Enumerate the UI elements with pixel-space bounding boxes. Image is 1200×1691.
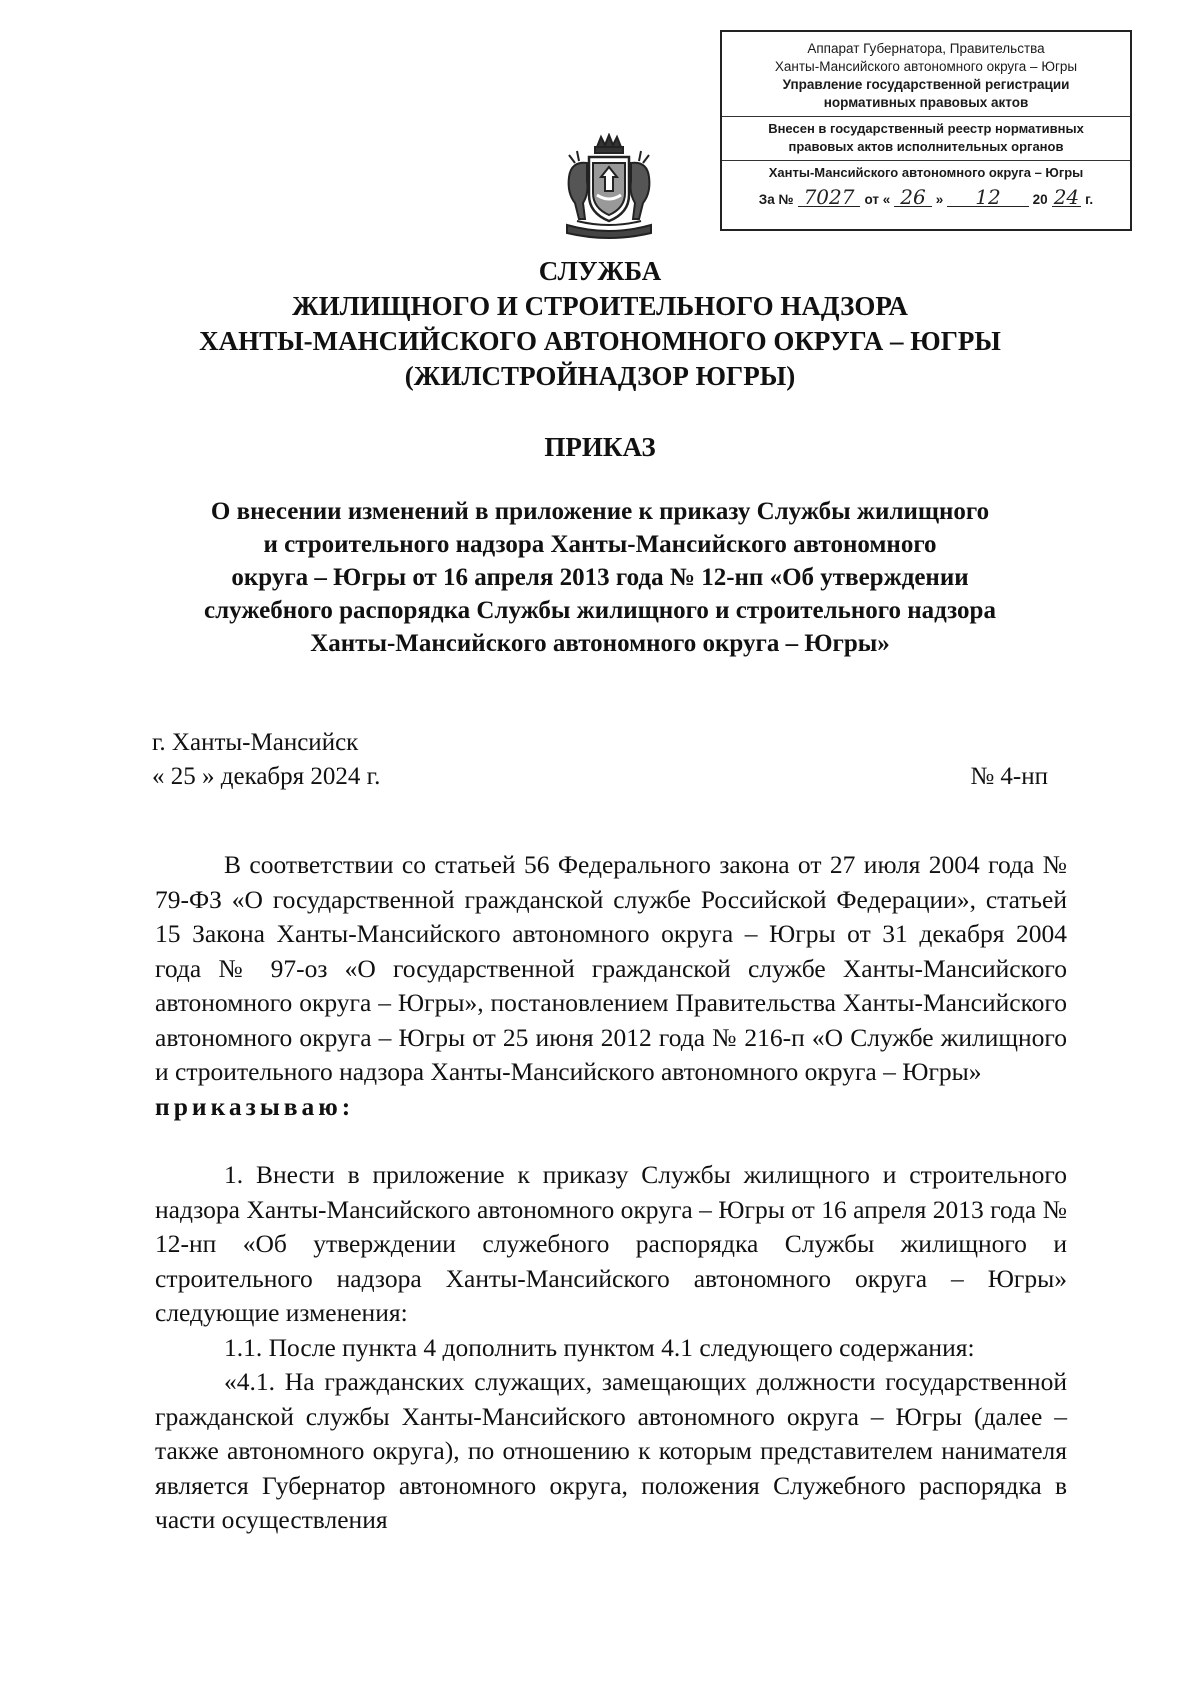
title-line: служебного распорядка Службы жилищного и строительного надзора (204, 597, 996, 624)
item-1-paragraph: 1. Внести в приложение к приказу Службы жилищного и строительного надзора Ханты-Мансийского автономного округа – Югры от 16 апреля 2013 года № 12-нп «Об утверждении служебного распорядка Службы жилищного и строительного надзора Ханты-Мансийского автономного округа – Югры» следующие изменения: (155, 1160, 1067, 1327)
header-line: ЖИЛИЩНОГО И СТРОИТЕЛЬНОГО НАДЗОРА (292, 291, 908, 321)
title-line: и строительного надзора Ханты-Мансийского автономного (263, 531, 937, 558)
agency-header (0, 254, 1200, 394)
city: г. Ханты-Мансийск (152, 729, 359, 756)
reg-suffix: г. (1085, 192, 1094, 207)
stamp-line: Внесен в государственный реестр нормативных (768, 121, 1084, 136)
reg-number: 7027 (798, 188, 861, 207)
item-1-1-paragraph: 1.1. После пункта 4 дополнить пунктом 4.1 следующего содержания: (224, 1332, 975, 1362)
stamp-authority (722, 32, 1130, 112)
document-body (155, 848, 1067, 1538)
document-date: « 25 » декабря 2024 г. (152, 763, 381, 790)
place-and-date (152, 726, 380, 794)
stamp-divider (722, 160, 1130, 161)
title-line: округа – Югры от 16 апреля 2013 года № 12-нп «Об утверждении (231, 564, 969, 591)
item-4-1-paragraph: «4.1. На гражданских служащих, замещающих должности государственной гражданской службы Ханты-Мансийского автономного округа – Югры (далее – также автономного округа), по отношению к которым представителем нанимателя является Губернатор автономного округа, положения Служебного распорядка в части осуществления (155, 1367, 1067, 1534)
reg-year: 24 (1053, 185, 1080, 209)
paragraph-gap (155, 1124, 1067, 1158)
document-number: № 4-нп (970, 763, 1048, 790)
header-line: ХАНТЫ-МАНСИЙСКОГО АВТОНОМНОГО ОКРУГА – ЮГРЫ (199, 326, 1001, 356)
stamp-divider (722, 116, 1130, 117)
header-line: (ЖИЛСТРОЙНАДЗОР ЮГРЫ) (404, 361, 796, 391)
header-line: СЛУЖБА (538, 256, 662, 286)
stamp-registry-note (722, 120, 1130, 156)
stamp-line: нормативных правовых актов (823, 95, 1029, 110)
reg-day: 26 (894, 188, 931, 207)
order-word: приказываю: (155, 1091, 355, 1121)
title-line: О внесении изменений в приложение к приказу Службы жилищного (210, 498, 990, 525)
reg-prefix: За № (758, 192, 794, 207)
reg-year-prefix: 20 (1032, 192, 1048, 207)
stamp-line: Ханты-Мансийского автономного округа – Югры (768, 165, 1084, 180)
stamp-line: Ханты-Мансийского автономного округа – Югры (774, 59, 1078, 74)
reg-month: 12 (947, 188, 1028, 207)
reg-close: » (935, 192, 944, 207)
stamp-registration-line (722, 185, 1130, 209)
document-type: ПРИКАЗ (544, 432, 656, 462)
order-word-paragraph (155, 1090, 1067, 1125)
stamp-line: правовых актов исполнительных органов (788, 139, 1064, 154)
stamp-line: Аппарат Губернатора, Правительства (807, 41, 1045, 56)
title-line: Ханты-Мансийского автономного округа – Югры» (310, 630, 890, 657)
preamble-paragraph: В соответствии со статьей 56 Федерального закона от 27 июля 2004 года № 79-ФЗ «О государственной гражданской службе Российской Федерации», статьей 15 Закона Ханты-Мансийского автономного округа – Югры от 31 декабря 2004 года № 97-оз «О государственной гражданской службе Ханты-Мансийского автономного округа – Югры», постановлением Правительства Ханты-Мансийского автономного округа – Югры от 25 июня 2012 года № 216-п «О Службе жилищного и строительного надзора Ханты-Мансийского автономного округа – Югры» (155, 850, 1067, 1086)
registration-stamp (720, 30, 1132, 231)
stamp-line: Управление государственной регистрации (782, 77, 1070, 92)
coat-of-arms-icon (557, 133, 661, 243)
reg-from: от « (864, 192, 891, 207)
document-title (150, 495, 1050, 660)
